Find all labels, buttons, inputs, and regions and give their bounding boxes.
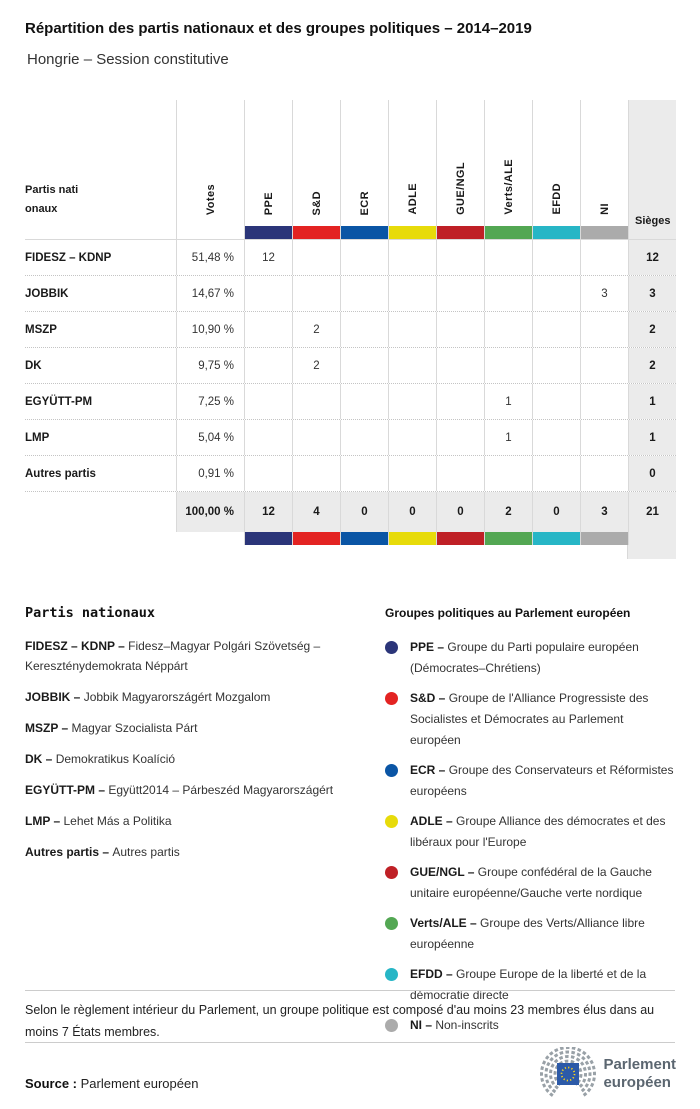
political-group-legend-item: ADLE – Groupe Alliance des démocrates et des libéraux pour l'Europe <box>385 811 675 853</box>
group-seats-cell <box>436 456 484 491</box>
total-group-seats-cell: 0 <box>532 492 580 532</box>
group-seats-cell <box>532 456 580 491</box>
group-seats-cell <box>340 456 388 491</box>
table-row <box>25 348 676 384</box>
group-seats-cell <box>436 420 484 455</box>
group-seats-cell: 1 <box>484 384 532 419</box>
total-empty-cell <box>25 492 176 532</box>
national-party-legend-item: LMP – Lehet Más a Politika <box>25 814 172 828</box>
group-header-label: ECR <box>358 190 371 215</box>
group-seats-cell <box>388 384 436 419</box>
group-color-bar <box>293 226 340 239</box>
group-color-bar <box>245 226 292 239</box>
total-color-bars <box>25 532 676 545</box>
table-row <box>25 456 676 492</box>
legend-political-groups-title: Groupes politiques au Parlement européen <box>385 606 631 620</box>
votes-cell: 9,75 % <box>176 348 244 383</box>
seats-column-bg <box>627 545 676 559</box>
party-name-cell: DK <box>25 359 42 372</box>
group-seats-cell <box>484 348 532 383</box>
votes-cell: 0,91 % <box>176 456 244 491</box>
votes-cell: 14,67 % <box>176 276 244 311</box>
political-group-legend-item: PPE – Groupe du Parti populaire européen (Démocrates–Chrétiens) <box>385 637 675 679</box>
group-seats-cell <box>484 240 532 275</box>
legend-political-groups <box>385 606 675 1045</box>
votes-cell: 5,04 % <box>176 420 244 455</box>
column-header-seats <box>628 100 676 239</box>
group-color-dot-icon <box>385 641 398 654</box>
group-seats-cell: 2 <box>292 312 340 347</box>
column-header-group <box>388 100 436 239</box>
group-seats-cell <box>388 348 436 383</box>
group-seats-cell <box>292 384 340 419</box>
group-seats-cell <box>244 384 292 419</box>
group-color-bar <box>388 532 436 545</box>
group-color-dot-icon <box>385 866 398 879</box>
group-seats-cell <box>292 276 340 311</box>
party-name-cell: EGYÜTT-PM <box>25 395 93 408</box>
column-header-group <box>580 100 628 239</box>
group-seats-cell <box>340 420 388 455</box>
party-name-cell: JOBBIK <box>25 287 69 300</box>
group-color-bar <box>532 532 580 545</box>
national-party-legend-item: DK – Demokratikus Koalíció <box>25 752 176 766</box>
group-seats-cell <box>388 420 436 455</box>
group-seats-cell <box>340 348 388 383</box>
group-seats-cell <box>532 276 580 311</box>
national-party-legend-item: FIDESZ – KDNP – Fidesz–Magyar Polgári Szövetség – Kereszténydemokrata Néppárt <box>25 639 321 673</box>
seats-column-bg <box>628 532 676 545</box>
group-seats-cell <box>436 384 484 419</box>
group-seats-cell <box>436 240 484 275</box>
group-seats-cell: 12 <box>244 240 292 275</box>
group-header-label: ADLE <box>406 183 419 215</box>
parties-header-label: Partis nationaux <box>25 184 79 215</box>
group-color-bar <box>580 532 628 545</box>
group-seats-cell <box>436 312 484 347</box>
column-header-votes <box>176 100 244 239</box>
group-seats-cell <box>244 420 292 455</box>
seats-header-label: Sièges <box>635 215 671 227</box>
seats-cell: 1 <box>628 384 676 419</box>
group-color-dot-icon <box>385 968 398 981</box>
group-color-dot-icon <box>385 917 398 930</box>
political-group-legend-item: EFDD – Groupe Europe de la liberté et de la démocratie directe <box>385 964 675 1006</box>
column-header-group <box>532 100 580 239</box>
seats-cell: 3 <box>628 276 676 311</box>
legend-political-groups-items <box>385 637 675 1036</box>
table-row <box>25 276 676 312</box>
group-seats-cell: 1 <box>484 420 532 455</box>
votes-header-label: Votes <box>204 183 217 215</box>
national-party-legend-item: EGYÜTT-PM – Együtt2014 – Párbeszéd Magyarországért <box>25 783 334 797</box>
seats-table <box>25 100 676 559</box>
group-color-bar <box>436 532 484 545</box>
seats-cell: 1 <box>628 420 676 455</box>
group-seats-cell <box>580 384 628 419</box>
seats-cell: 2 <box>628 312 676 347</box>
seats-column-tail <box>25 545 676 559</box>
group-seats-cell <box>340 384 388 419</box>
party-name-cell: MSZP <box>25 323 57 336</box>
political-group-legend-item: GUE/NGL – Groupe confédéral de la Gauche unitaire européenne/Gauche verte nordique <box>385 862 675 904</box>
group-color-dot-icon <box>385 764 398 777</box>
table-row <box>25 420 676 456</box>
page-title: Répartition des partis nationaux et des groupes politiques – 2014–2019 <box>25 20 532 37</box>
source-line <box>25 1076 198 1091</box>
total-group-seats-cell: 2 <box>484 492 532 532</box>
eu-flag-icon <box>557 1063 579 1085</box>
total-seats-cell: 21 <box>628 492 676 532</box>
political-group-legend-item: NI – Non-inscrits <box>385 1015 675 1036</box>
political-group-legend-item: S&D – Groupe de l'Alliance Progressiste des Socialistes et Démocrates au Parlement européen <box>385 688 675 751</box>
national-party-legend-item: JOBBIK – Jobbik Magyarországért Mozgalom <box>25 690 271 704</box>
group-seats-cell <box>388 240 436 275</box>
total-group-seats-cell: 0 <box>340 492 388 532</box>
group-header-label: S&D <box>310 190 323 215</box>
group-seats-cell <box>388 312 436 347</box>
group-seats-cell <box>244 312 292 347</box>
spacer <box>25 545 627 559</box>
column-header-group <box>292 100 340 239</box>
group-seats-cell <box>580 348 628 383</box>
party-name-cell: LMP <box>25 431 50 444</box>
group-seats-cell <box>388 456 436 491</box>
votes-cell: 10,90 % <box>176 312 244 347</box>
group-color-bar <box>485 226 532 239</box>
legend-national-parties <box>25 605 355 873</box>
group-header-label: NI <box>598 203 611 215</box>
group-seats-cell <box>340 312 388 347</box>
group-header-label: Verts/ALE <box>502 159 515 215</box>
source-label: Source : <box>25 1076 78 1091</box>
seats-cell: 2 <box>628 348 676 383</box>
column-header-group <box>484 100 532 239</box>
ep-hemicycle-icon <box>518 1047 596 1101</box>
total-group-seats-cell: 12 <box>244 492 292 532</box>
group-seats-cell <box>484 456 532 491</box>
group-seats-cell <box>244 348 292 383</box>
group-color-bar <box>340 532 388 545</box>
total-group-seats-cell: 4 <box>292 492 340 532</box>
political-group-legend-item: Verts/ALE – Groupe des Verts/Alliance libre européenne <box>385 913 675 955</box>
group-seats-cell <box>244 456 292 491</box>
group-seats-cell <box>388 276 436 311</box>
group-seats-cell <box>340 240 388 275</box>
group-color-bar <box>341 226 388 239</box>
divider-top <box>25 990 675 991</box>
group-seats-cell <box>532 240 580 275</box>
group-seats-cell <box>580 240 628 275</box>
group-seats-cell <box>244 276 292 311</box>
group-seats-cell <box>292 240 340 275</box>
group-seats-cell <box>292 420 340 455</box>
group-seats-cell <box>484 312 532 347</box>
group-seats-cell <box>484 276 532 311</box>
group-color-bar <box>389 226 436 239</box>
footnote: Selon le règlement intérieur du Parlement, un groupe politique est composé d'au moins 23 membres élus dans au moins 7 États membres. <box>25 1003 655 1039</box>
group-seats-cell <box>340 276 388 311</box>
group-seats-cell: 2 <box>292 348 340 383</box>
group-color-dot-icon <box>385 815 398 828</box>
group-seats-cell <box>580 420 628 455</box>
seats-cell: 12 <box>628 240 676 275</box>
total-group-seats-cell: 0 <box>436 492 484 532</box>
european-parliament-logo <box>518 1047 676 1101</box>
political-group-legend-item: ECR – Groupe des Conservateurs et Réformistes européens <box>385 760 675 802</box>
group-seats-cell <box>436 276 484 311</box>
group-seats-cell <box>436 348 484 383</box>
column-header-group <box>244 100 292 239</box>
group-header-label: PPE <box>262 191 275 215</box>
group-seats-cell <box>532 348 580 383</box>
group-seats-cell <box>532 420 580 455</box>
legend-national-parties-items <box>25 636 355 862</box>
votes-cell: 7,25 % <box>176 384 244 419</box>
group-seats-cell <box>532 312 580 347</box>
party-name-cell: Autres partis <box>25 467 96 480</box>
group-color-bar <box>437 226 484 239</box>
table-row <box>25 312 676 348</box>
votes-cell: 51,48 % <box>176 240 244 275</box>
group-color-dot-icon <box>385 692 398 705</box>
group-seats-cell <box>292 456 340 491</box>
group-color-bar <box>484 532 532 545</box>
group-color-bar <box>244 532 292 545</box>
group-color-bar <box>581 226 628 239</box>
spacer <box>25 532 244 545</box>
total-group-seats-cell: 3 <box>580 492 628 532</box>
table-header-row <box>25 100 676 240</box>
group-seats-cell: 3 <box>580 276 628 311</box>
source-value: Parlement européen <box>80 1076 199 1091</box>
group-seats-cell <box>580 312 628 347</box>
group-color-bar <box>292 532 340 545</box>
column-header-group <box>436 100 484 239</box>
group-header-label: GUE/NGL <box>454 162 467 215</box>
total-votes-cell: 100,00 % <box>176 492 244 532</box>
group-seats-cell <box>532 384 580 419</box>
legend-national-parties-title: Partis nationaux <box>25 605 156 621</box>
national-party-legend-item: MSZP – Magyar Szocialista Párt <box>25 721 198 735</box>
table-row <box>25 384 676 420</box>
table-row <box>25 240 676 276</box>
group-color-bar <box>533 226 580 239</box>
seats-cell: 0 <box>628 456 676 491</box>
page-subtitle: Hongrie – Session constitutive <box>27 51 229 68</box>
column-header-parties <box>25 100 176 239</box>
group-header-label: EFDD <box>550 183 563 215</box>
ep-logo-text: Parlement européen <box>603 1056 676 1091</box>
total-group-seats-cell: 0 <box>388 492 436 532</box>
national-party-legend-item: Autres partis – Autres partis <box>25 845 180 859</box>
divider-bottom <box>25 1042 675 1043</box>
group-seats-cell <box>580 456 628 491</box>
party-name-cell: FIDESZ – KDNP <box>25 251 112 264</box>
table-total-row <box>25 492 676 532</box>
column-header-group <box>340 100 388 239</box>
